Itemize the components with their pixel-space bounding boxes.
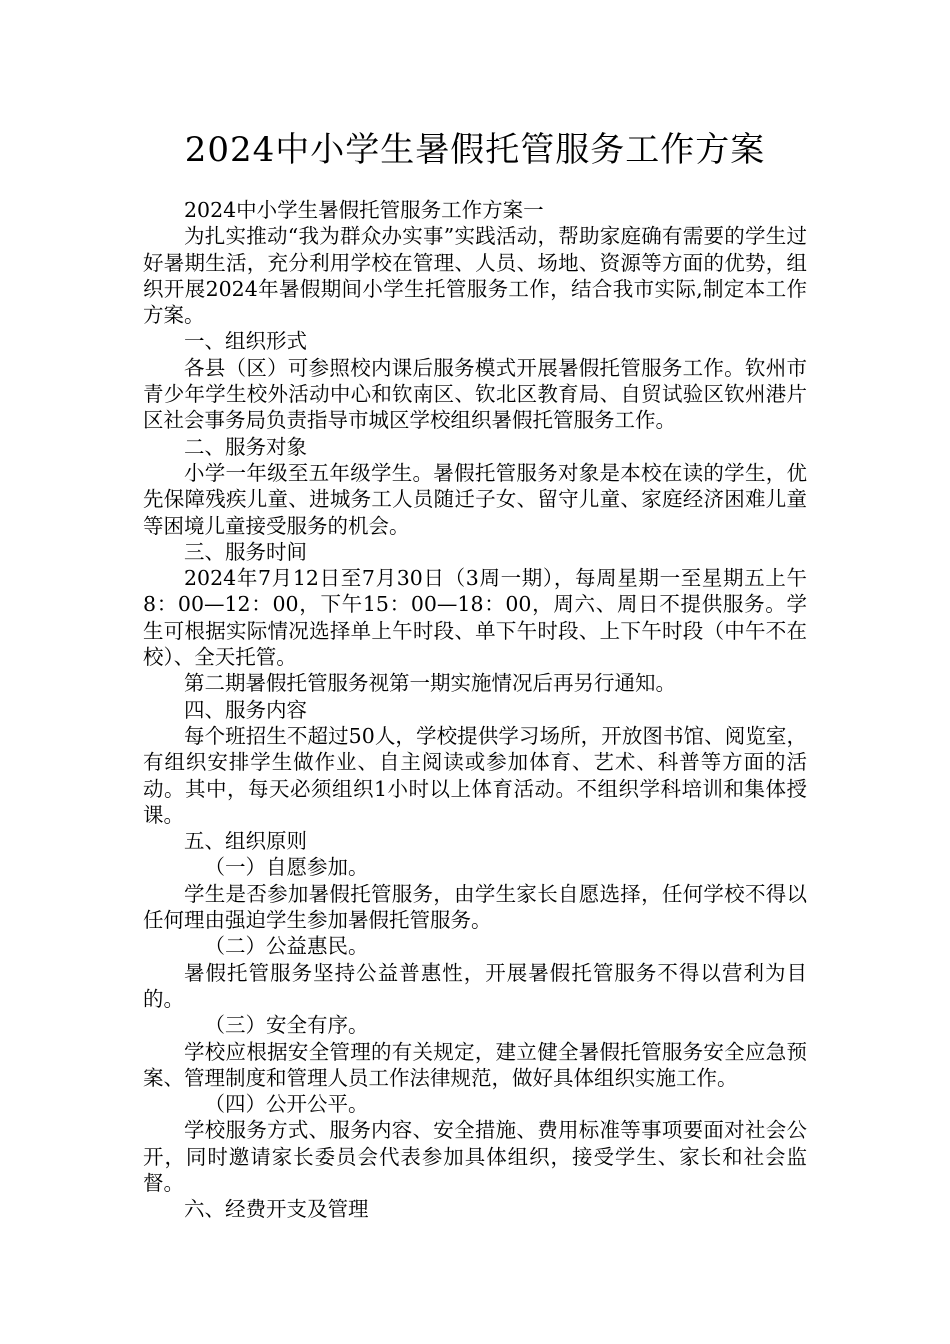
document-body xyxy=(143,197,807,1223)
section-heading: 五、组织原则 xyxy=(184,829,307,854)
body-paragraph: 每个班招生不超过50人，学校提供学习场所，开放图书馆、阅览室，有组织安排学生做作业、自主阅读或参加体育、艺术、科普等方面的活动。其中，每天必须组织1小时以上体育活动。不组织学科培训和集体授课。 xyxy=(143,723,807,827)
document-title: 2024中小学生暑假托管服务工作方案 xyxy=(184,130,766,170)
body-paragraph: 第二期暑假托管服务视第一期实施情况后再另行通知。 xyxy=(184,671,676,696)
subsection-heading: （二）公益惠民。 xyxy=(204,934,369,959)
body-paragraph: 小学一年级至五年级学生。暑假托管服务对象是本校在读的学生，优先保障残疾儿童、进城务工人员随迁子女、留守儿童、家庭经济困难儿童等困境儿童接受服务的机会。 xyxy=(143,460,807,538)
section-heading: 六、经费开支及管理 xyxy=(184,1197,369,1222)
body-paragraph: 暑假托管服务坚持公益普惠性，开展暑假托管服务不得以营利为目的。 xyxy=(143,960,807,1011)
subtitle-paragraph: 2024中小学生暑假托管服务工作方案一 xyxy=(184,198,544,222)
section-heading: 三、服务时间 xyxy=(184,539,307,564)
subsection-heading: （一）自愿参加。 xyxy=(204,855,369,880)
section-heading: 二、服务对象 xyxy=(184,434,307,459)
section-heading: 四、服务内容 xyxy=(184,697,307,722)
body-paragraph: 学校服务方式、服务内容、安全措施、费用标准等事项要面对社会公开，同时邀请家长委员会代表参加具体组织，接受学生、家长和社会监督。 xyxy=(143,1118,807,1195)
subsection-heading: （四）公开公平。 xyxy=(204,1092,369,1117)
body-paragraph: 2024年7月12日至7月30日（3周一期），每周星期一至星期五上午8：00—12：00，下午15：00—18：00，周六、周日不提供服务。学生可根据实际情况选择单上午时段、单下午时段、上下午时段（中午不在校）、全天托管。 xyxy=(143,566,807,670)
subsection-heading: （三）安全有序。 xyxy=(204,1013,369,1038)
section-heading: 一、组织形式 xyxy=(184,329,307,354)
body-paragraph: 学生是否参加暑假托管服务，由学生家长自愿选择，任何学校不得以任何理由强迫学生参加暑假托管服务。 xyxy=(143,881,807,933)
intro-paragraph: 为扎实推动“我为群众办实事”实践活动，帮助家庭确有需要的学生过好暑期生活，充分利用学校在管理、人员、场地、资源等方面的优势，组织开展2024年暑假期间小学生托管服务工作，结合我市实际,制定本工作方案。 xyxy=(143,224,807,328)
body-paragraph: 学校应根据安全管理的有关规定，建立健全暑假托管服务安全应急预案、管理制度和管理人员工作法律规范，做好具体组织实施工作。 xyxy=(143,1039,807,1090)
body-paragraph: 各县（区）可参照校内课后服务模式开展暑假托管服务工作。钦州市青少年学生校外活动中心和钦南区、钦北区教育局、自贸试验区钦州港片区社会事务局负责指导市城区学校组织暑假托管服务工作。 xyxy=(143,355,807,433)
